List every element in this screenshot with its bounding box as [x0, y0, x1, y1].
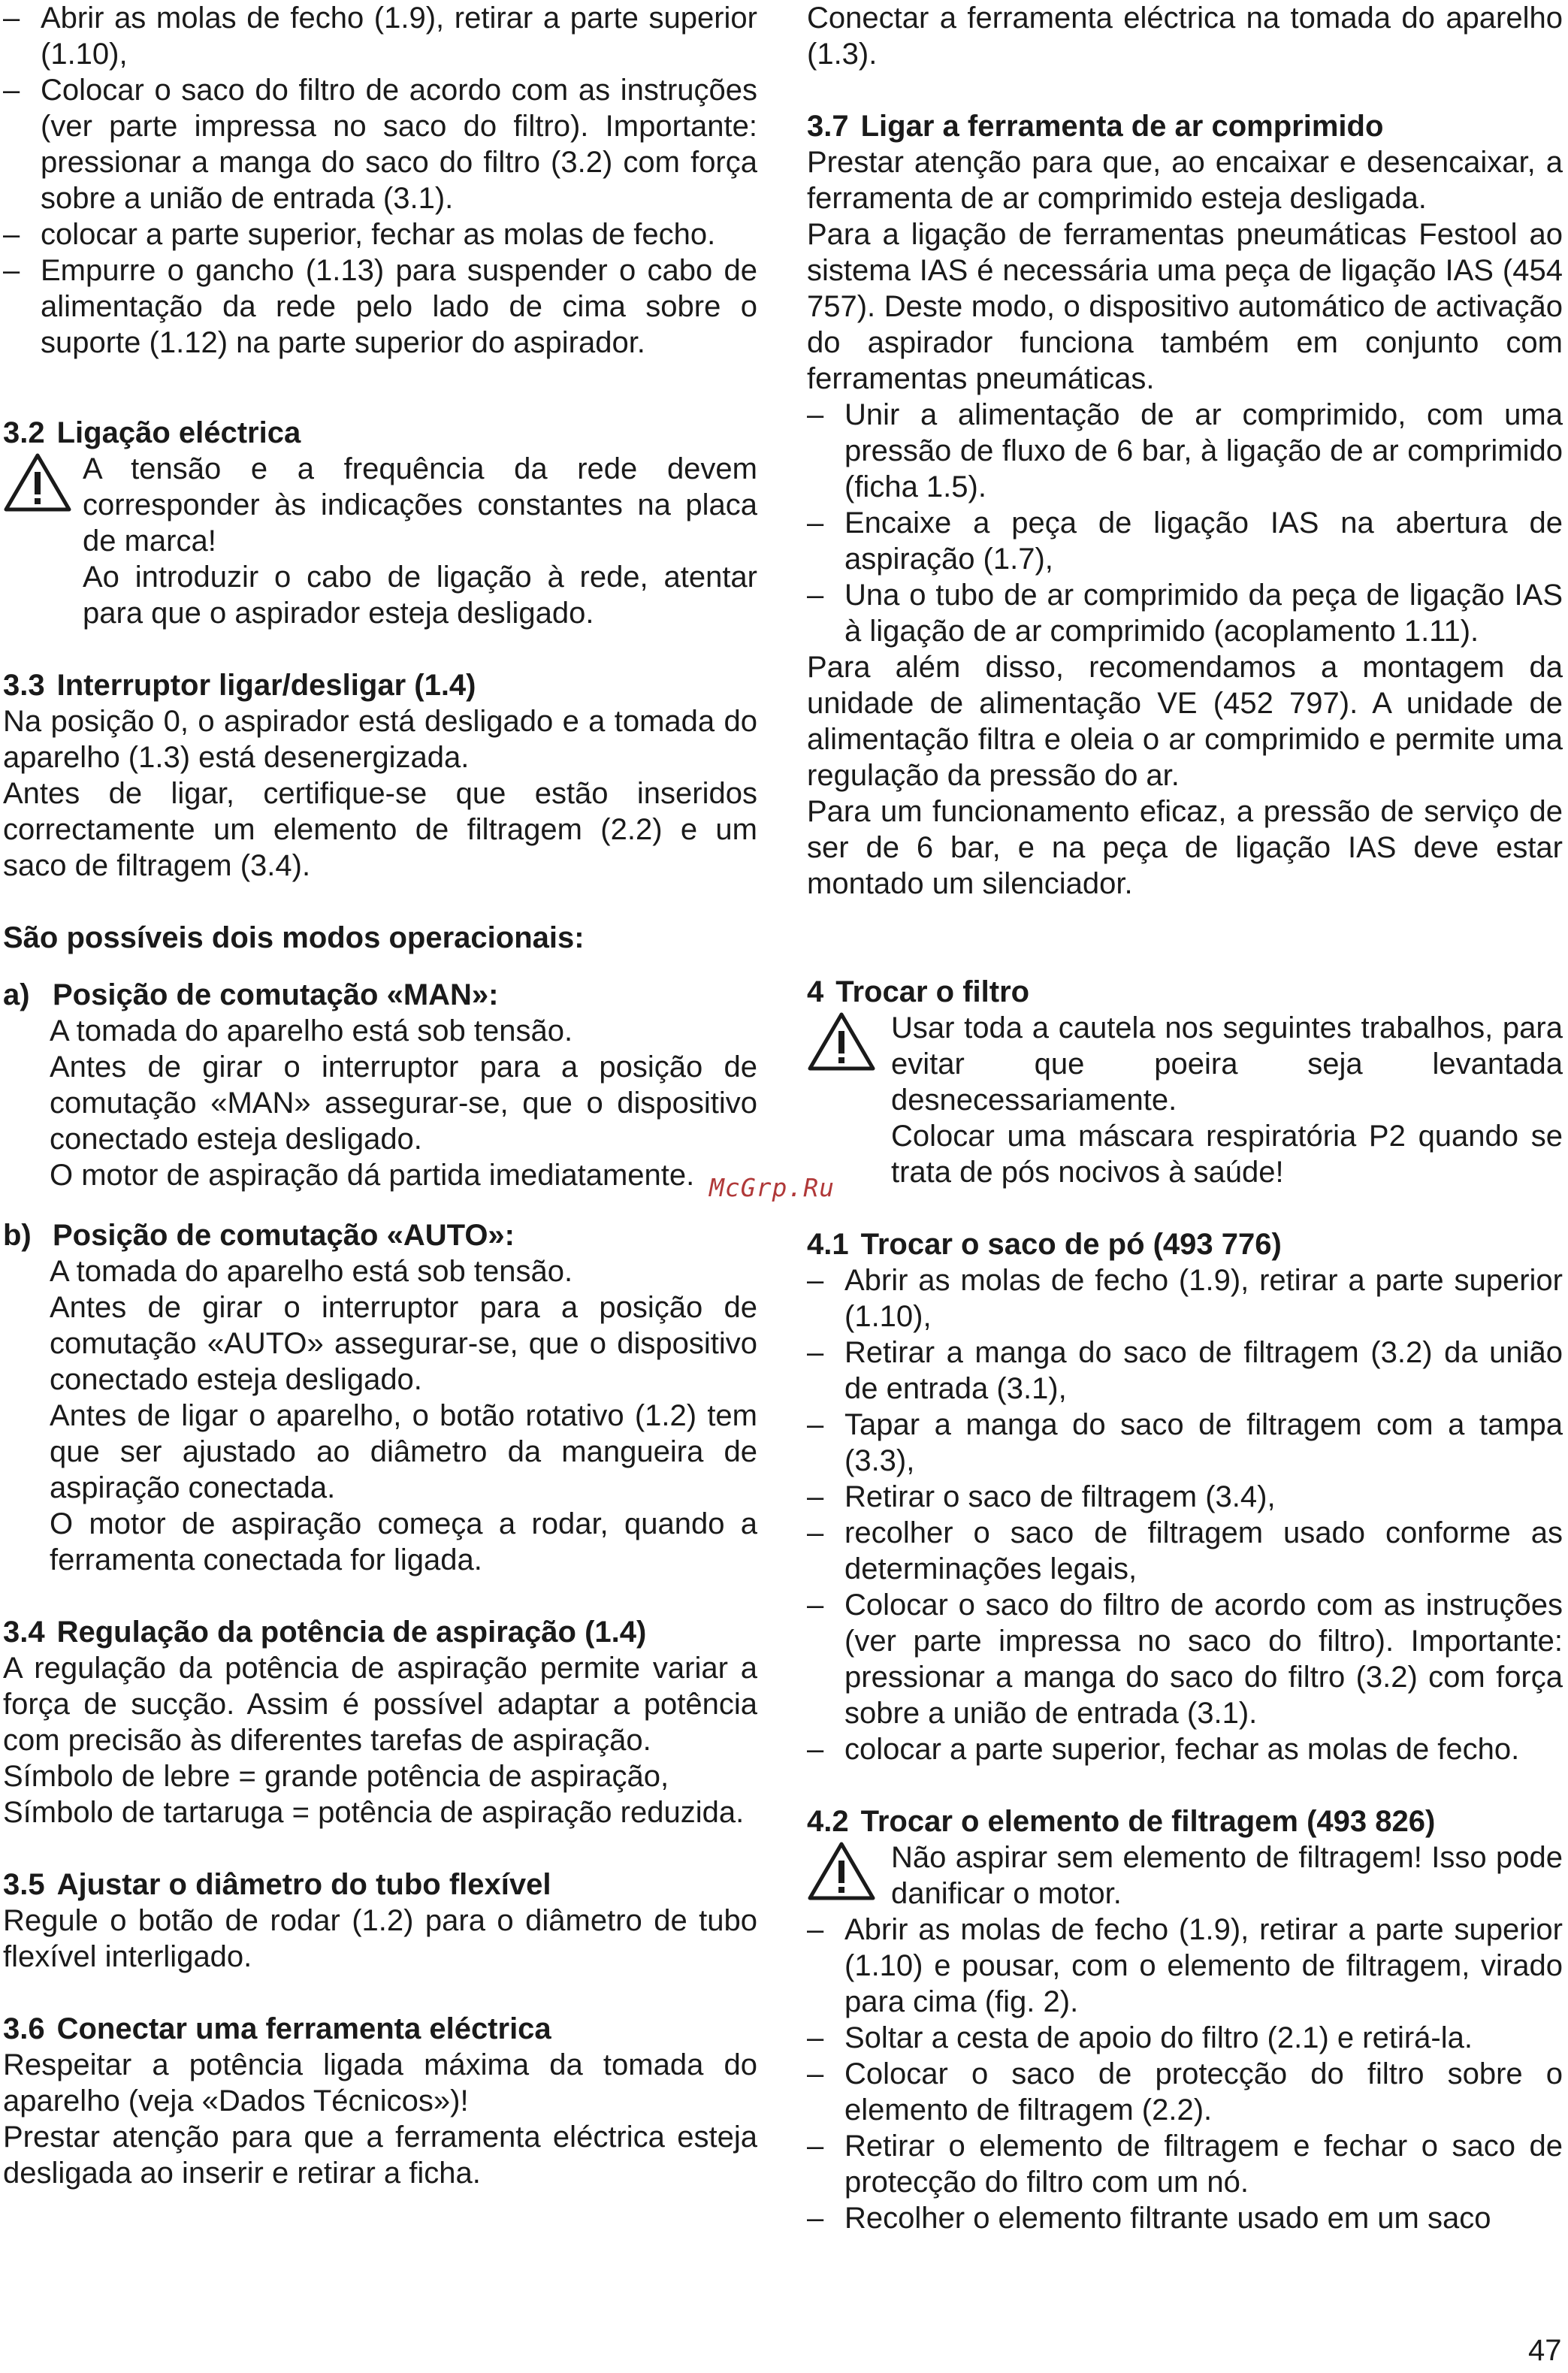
section-title: Trocar o elemento de filtragem (493 826): [860, 1805, 1436, 1838]
section-title: Interruptor ligar/desligar (1.4): [56, 669, 476, 702]
paragraph: Respeitar a potência ligada máxima da tomada do aparelho (veja «Dados Técnicos»)!: [3, 2048, 757, 2118]
section-3-6: [3, 2011, 757, 2191]
list-item: – Colocar o saco do filtro de acordo com as instruções (ver parte impressa no saco do filtro). Importante: pressionar a manga do saco do filtro (3.2) com força sobre a união de entrada (3.1).: [3, 72, 757, 216]
section-heading: [3, 2011, 757, 2047]
mode-label: a): [3, 978, 30, 1011]
warning-text: A tensão e a frequência da rede devem corresponder às indicações constantes na placa de marca!: [83, 452, 757, 558]
section-number: 3.3: [3, 669, 45, 702]
section-heading: [807, 974, 1563, 1010]
list-item: – Abrir as molas de fecho (1.9), retirar a parte superior (1.10),: [807, 1262, 1563, 1335]
mode-label: b): [3, 1219, 32, 1252]
list-item: – colocar a parte superior, fechar as molas de fecho.: [807, 1731, 1563, 1767]
list-item: – Abrir as molas de fecho (1.9), retirar a parte superior (1.10) e pousar, com o elemento de filtragem, virado para cima (fig. 2).: [807, 1912, 1563, 2020]
mode-b-heading: [3, 1217, 757, 1253]
section-title: Trocar o filtro: [835, 975, 1030, 1008]
warning-block: [807, 1010, 1563, 1190]
list-item: – Soltar a cesta de apoio do filtro (2.1) e retirá-la.: [807, 2020, 1563, 2056]
list-item: – Empurre o gancho (1.13) para suspender o cabo de alimentação da rede pelo lado de cima sobre o suporte (1.12) na parte superior do aspirador.: [3, 252, 757, 361]
paragraph: Antes de ligar o aparelho, o botão rotativo (1.2) tem que ser ajustado ao diâmetro da mangueira de aspiração conectada.: [50, 1399, 757, 1504]
warning-triangle-icon: [807, 1011, 876, 1072]
paragraph: A regulação da potência de aspiração permite variar a força de sucção. Assim é possível adaptar a potência com precisão às diferentes tarefas de aspiração.: [3, 1652, 757, 1757]
section-number: 3.6: [3, 2012, 45, 2045]
section-heading: [807, 1226, 1563, 1262]
section-3-7: [807, 108, 1563, 902]
paragraph: Prestar atenção para que a ferramenta eléctrica esteja desligada ao inserir e retirar a ficha.: [3, 2121, 757, 2190]
warning-triangle-icon: [807, 1841, 876, 1901]
list-item: – Colocar o saco do filtro de acordo com as instruções (ver parte impressa no saco do filtro). Importante: pressionar a manga do saco do filtro (3.2) com força sobre a união de entrada (3.1).: [807, 1587, 1563, 1731]
section-title: Ajustar o diâmetro do tubo flexível: [56, 1868, 551, 1901]
paragraph: Prestar atenção para que, ao encaixar e desencaixar, a ferramenta de ar comprimido esteja desligada.: [807, 146, 1563, 215]
connection-steps-list: [807, 397, 1563, 649]
section-3-2: [3, 415, 757, 631]
intro-list: [3, 0, 757, 361]
list-item: – Colocar o saco de protecção do filtro sobre o elemento de filtragem (2.2).: [807, 2056, 1563, 2128]
paragraph: A tomada do aparelho está sob tensão.: [50, 1014, 573, 1047]
list-item: – Unir a alimentação de ar comprimido, com uma pressão de fluxo de 6 bar, à ligação de ar comprimido (ficha 1.5).: [807, 397, 1563, 505]
page-number: 47: [1528, 2334, 1562, 2367]
modes-heading: São possíveis dois modos operacionais:: [3, 921, 585, 954]
list-item: – colocar a parte superior, fechar as molas de fecho.: [3, 216, 757, 252]
mode-b-body: [3, 1253, 757, 1578]
section-title: Trocar o saco de pó (493 776): [860, 1228, 1282, 1261]
section-number: 3.4: [3, 1616, 45, 1649]
section-heading: [3, 1614, 757, 1650]
list-item: – Retirar a manga do saco de filtragem (3.2) da união de entrada (3.1),: [807, 1335, 1563, 1407]
paragraph: Na posição 0, o aspirador está desligado e a tomada do aparelho (1.3) está desenergizada.: [3, 705, 757, 774]
section-heading: [3, 667, 757, 703]
list-item: – recolher o saco de filtragem usado conforme as determinações legais,: [807, 1515, 1563, 1587]
mode-a-heading: [3, 977, 757, 1013]
section-title: Ligar a ferramenta de ar comprimido: [860, 110, 1384, 143]
warning-text: Ao introduzir o cabo de ligação à rede, atentar para que o aspirador esteja desligado.: [83, 561, 757, 630]
paragraph: Símbolo de tartaruga = potência de aspiração reduzida.: [3, 1796, 745, 1829]
watermark: McGrp.Ru: [709, 1173, 835, 1202]
mode-title: Posição de comutação «MAN»:: [53, 978, 499, 1011]
section-number: 4: [807, 975, 824, 1008]
list-item: – Tapar a manga do saco de filtragem com a tampa (3.3),: [807, 1407, 1563, 1479]
paragraph: Antes de girar o interruptor para a posição de comutação «AUTO» assegurar-se, que o dispositivo conectado esteja desligado.: [50, 1291, 757, 1396]
paragraph: Para um funcionamento eficaz, a pressão de serviço de ser de 6 bar, e na peça de ligação IAS deve estar montado um silenciador.: [807, 795, 1563, 900]
list-item: – Retirar o elemento de filtragem e fechar o saco de protecção do filtro com um nó.: [807, 2128, 1563, 2200]
section-4-1: [807, 1226, 1563, 1767]
paragraph: Conectar a ferramenta eléctrica na tomada do aparelho (1.3).: [807, 2, 1563, 71]
paragraph: Antes de girar o interruptor para a posição de comutação «MAN» assegurar-se, que o dispositivo conectado esteja desligado.: [50, 1050, 757, 1156]
section-title: Ligação eléctrica: [56, 416, 301, 449]
paragraph: Regule o botão de rodar (1.2) para o diâmetro de tubo flexível interligado.: [3, 1904, 757, 1973]
section-number: 3.2: [3, 416, 45, 449]
paragraph: O motor de aspiração começa a rodar, quando a ferramenta conectada for ligada.: [50, 1507, 757, 1576]
dust-bag-steps-list: [807, 1262, 1563, 1767]
mode-a-body: [3, 1013, 757, 1193]
warning-text: Colocar uma máscara respiratória P2 quando se trata de pós nocivos à saúde!: [891, 1120, 1563, 1189]
paragraph: A tomada do aparelho está sob tensão.: [50, 1255, 573, 1288]
section-3-5: [3, 1867, 757, 1975]
section-heading: [3, 1867, 757, 1903]
paragraph: Símbolo de lebre = grande potência de aspiração,: [3, 1760, 669, 1793]
section-heading: [807, 108, 1563, 144]
warning-text: Não aspirar sem elemento de filtragem! Isso pode danificar o motor.: [891, 1841, 1563, 1910]
warning-block: [807, 1839, 1563, 1912]
section-number: 4.2: [807, 1805, 849, 1838]
section-heading: [807, 1803, 1563, 1839]
warning-triangle-icon: [3, 452, 72, 512]
list-item: – Abrir as molas de fecho (1.9), retirar a parte superior (1.10),: [3, 0, 757, 72]
left-column: [3, 0, 757, 2191]
section-heading: [3, 415, 757, 451]
list-item: – Encaixe a peça de ligação IAS na abertura de aspiração (1.7),: [807, 505, 1563, 577]
section-4-2: [807, 1803, 1563, 2236]
filter-element-steps-list: [807, 1912, 1563, 2236]
section-title: Regulação da potência de aspiração (1.4): [56, 1616, 647, 1649]
right-column: [807, 0, 1563, 2236]
section-4: [807, 974, 1563, 1190]
section-3-3: [3, 667, 757, 884]
section-number: 4.1: [807, 1228, 849, 1261]
paragraph: O motor de aspiração dá partida imediatamente.: [50, 1159, 695, 1192]
section-number: 3.7: [807, 110, 849, 143]
mode-title: Posição de comutação «AUTO»:: [53, 1219, 515, 1252]
warning-text: Usar toda a cautela nos seguintes trabalhos, para evitar que poeira seja levantada desnecessariamente.: [891, 1011, 1563, 1117]
section-number: 3.5: [3, 1868, 45, 1901]
paragraph: Antes de ligar, certifique-se que estão inseridos correctamente um elemento de filtragem (2.2) e um saco de filtragem (3.4).: [3, 777, 757, 882]
section-title: Conectar uma ferramenta eléctrica: [56, 2012, 551, 2045]
list-item: – Retirar o saco de filtragem (3.4),: [807, 1479, 1563, 1515]
list-item: – Una o tubo de ar comprimido da peça de ligação IAS à ligação de ar comprimido (acoplamento 1.11).: [807, 577, 1563, 649]
paragraph: Para a ligação de ferramentas pneumáticas Festool ao sistema IAS é necessária uma peça de ligação IAS (454 757). Deste modo, o dispositivo automático de activação do aspirador funciona também em conjunto com ferramentas pneumáticas.: [807, 218, 1563, 395]
warning-block: [3, 451, 757, 631]
list-item: – Recolher o elemento filtrante usado em um saco: [807, 2200, 1563, 2236]
paragraph: Para além disso, recomendamos a montagem da unidade de alimentação VE (452 797). A unidade de alimentação filtra e oleia o ar comprimido e permite uma regulação da pressão do ar.: [807, 651, 1563, 792]
section-3-4: [3, 1614, 757, 1830]
modes-section: [3, 920, 757, 1578]
